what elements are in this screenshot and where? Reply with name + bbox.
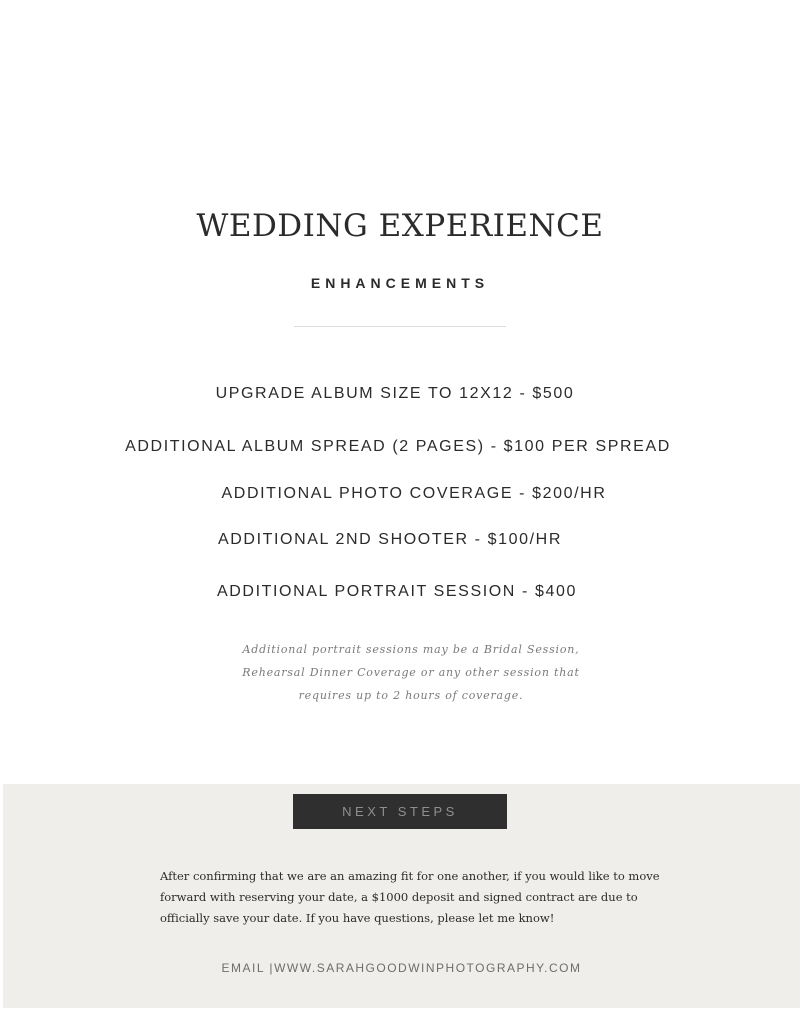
portrait-session-note: Additional portrait sessions may be a Bridal Session, Rehearsal Dinner Coverage or any other session that requires up to 2 hours of coverage. xyxy=(242,643,580,702)
page-title: WEDDING EXPERIENCE xyxy=(196,208,604,244)
page-subtitle: ENHANCEMENTS xyxy=(310,275,490,291)
enhancement-item: ADDITIONAL ALBUM SPREAD (2 PAGES) - $100 PER SPREAD xyxy=(125,438,671,455)
contact-line xyxy=(3,961,800,975)
email-label: EMAIL | xyxy=(221,961,275,975)
enhancement-item: ADDITIONAL PORTRAIT SESSION - $400 xyxy=(217,583,577,600)
enhancement-item: ADDITIONAL 2ND SHOOTER - $100/HR xyxy=(217,531,562,548)
enhancement-item: UPGRADE ALBUM SIZE TO 12X12 - $500 xyxy=(215,385,575,402)
enhancement-item: ADDITIONAL PHOTO COVERAGE - $200/HR xyxy=(221,485,607,502)
divider xyxy=(294,326,506,327)
next-steps-text: After confirming that we are an amazing fit for one another, if you would like to move forward with reserving your date, a $1000 deposit and signed contract are due to officially save your date. If you have questions, please let me know! xyxy=(160,869,660,925)
next-steps-section xyxy=(3,784,800,1008)
website-link[interactable]: WWW.SARAHGOODWINPHOTOGRAPHY.COM xyxy=(274,961,582,975)
next-steps-button[interactable]: NEXT STEPS xyxy=(293,794,507,829)
